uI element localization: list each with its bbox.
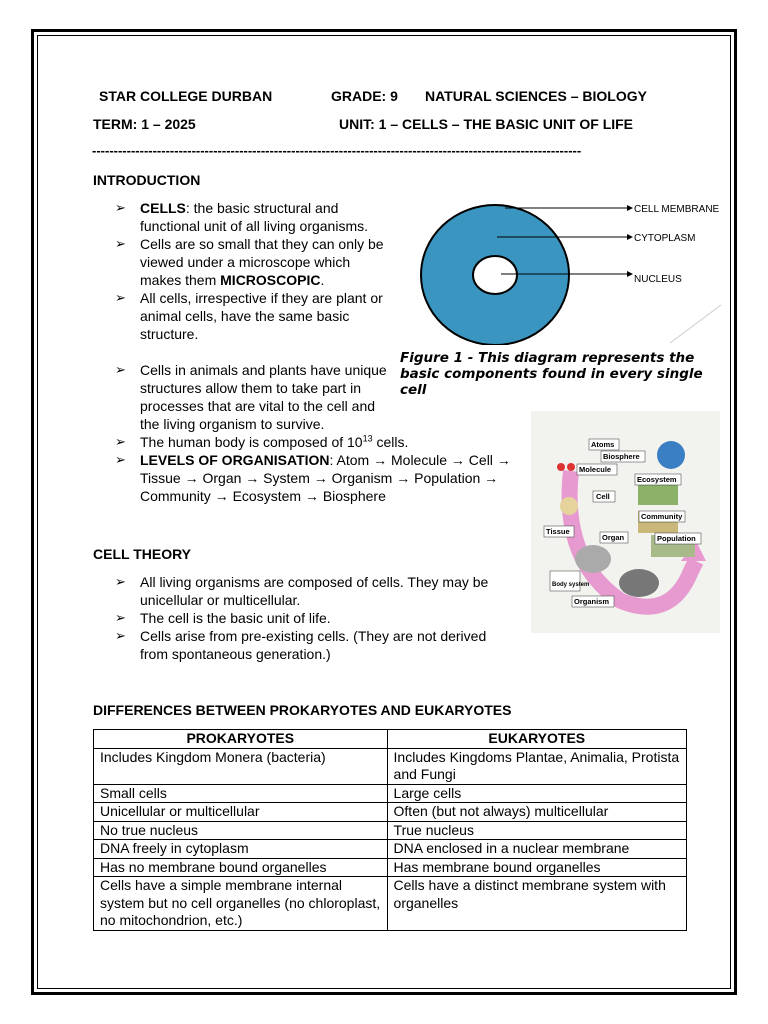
introduction-list-cont <box>93 361 393 433</box>
arrow-bullet-icon: ➢ <box>115 574 126 589</box>
eukaryote-cell: True nucleus <box>387 821 686 840</box>
nucleus-shape <box>473 256 517 294</box>
school-name: STAR COLLEGE DURBAN <box>99 88 273 104</box>
eukaryote-cell: DNA enclosed in a nuclear membrane <box>387 840 686 859</box>
table-row <box>94 858 687 877</box>
ecosystem-picture <box>638 483 678 505</box>
arrowhead-icon <box>627 205 633 211</box>
term: TERM: 1 – 2025 <box>93 116 196 132</box>
arrow-bullet-icon: ➢ <box>115 362 126 377</box>
table-row <box>94 877 687 931</box>
prokaryote-cell: DNA freely in cytoplasm <box>94 840 388 859</box>
table-header-row <box>94 730 687 749</box>
eukaryote-cell: Cells have a distinct membrane system with organelles <box>387 877 686 931</box>
list-item: ➢ CELLS: the basic structural and functional unit of all living organisms. <box>115 200 369 234</box>
arrowhead-icon <box>627 271 633 277</box>
globe-icon <box>657 441 685 469</box>
cell-icon <box>560 497 578 515</box>
prokaryote-cell: Small cells <box>94 784 388 803</box>
label-community: Community <box>641 512 683 521</box>
list-item: ➢ All living organisms are composed of cells. They may be unicellular or multicellular. <box>115 574 489 608</box>
table-row <box>94 748 687 784</box>
list-item: ➢ Cells arise from pre-existing cells. (They are not derived from spontaneous generation.) <box>115 628 487 662</box>
label-cytoplasm: CYTOPLASM <box>634 233 696 244</box>
molecule-icon <box>557 463 565 471</box>
arrow-bullet-icon: ➢ <box>115 434 126 449</box>
label-cell-membrane: CELL MEMBRANE <box>634 204 720 215</box>
cell-diagram <box>405 195 725 345</box>
prokaryote-cell: No true nucleus <box>94 821 388 840</box>
table-row <box>94 840 687 859</box>
label-atoms: Atoms <box>591 440 615 449</box>
arrow-bullet-icon: ➢ <box>115 236 126 251</box>
table-row <box>94 803 687 822</box>
arrow-bullet-icon: ➢ <box>115 610 126 625</box>
table-row <box>94 784 687 803</box>
prokaryote-cell: Unicellular or multicellular <box>94 803 388 822</box>
header-divider: ----------------------------------------------------------------------------------------------------------------- <box>92 143 582 158</box>
arrowhead-icon <box>627 234 633 240</box>
eukaryote-cell: Has membrane bound organelles <box>387 858 686 877</box>
arrow-bullet-icon: ➢ <box>115 628 126 643</box>
label-nucleus: NUCLEUS <box>634 274 682 285</box>
label-body-system: Body system <box>552 582 590 588</box>
comparison-table <box>93 729 687 931</box>
molecule-icon <box>567 463 575 471</box>
subject: NATURAL SCIENCES – BIOLOGY <box>425 88 647 104</box>
arrow-bullet-icon: ➢ <box>115 452 126 467</box>
arrow-bullet-icon: ➢ <box>115 290 126 305</box>
grade: GRADE: 9 <box>331 88 398 104</box>
levels-of-organisation-figure <box>531 411 720 633</box>
elephant-icon <box>575 545 611 573</box>
column-header-eukaryotes: EUKARYOTES <box>387 730 686 749</box>
cell-theory-heading: CELL THEORY <box>93 546 192 562</box>
label-molecule: Molecule <box>579 465 612 474</box>
unit-title: UNIT: 1 – CELLS – THE BASIC UNIT OF LIFE <box>339 116 634 132</box>
prokaryote-cell: Has no membrane bound organelles <box>94 858 388 877</box>
prokaryote-cell: Cells have a simple membrane internal system but no cell organelles (no chloroplast, no mitochondrion, etc.) <box>94 877 388 931</box>
eukaryote-cell: Large cells <box>387 784 686 803</box>
prokaryote-cell: Includes Kingdom Monera (bacteria) <box>94 748 388 784</box>
arrow-bullet-icon: ➢ <box>115 200 126 215</box>
list-item: ➢ LEVELS OF ORGANISATION: Atom → Molecule → Cell → Tissue → Organ → System → Organism → Population → Community → Ecosystem → Biosphere <box>115 452 511 504</box>
table-row <box>94 821 687 840</box>
label-ecosystem: Ecosystem <box>637 475 677 484</box>
introduction-list-end <box>93 433 523 505</box>
cell-theory-list <box>93 573 513 663</box>
label-organism: Organism <box>574 597 610 606</box>
label-organ: Organ <box>602 533 625 542</box>
introduction-heading: INTRODUCTION <box>93 172 201 188</box>
list-item: ➢ The human body is composed of $10^{13}$ cells. <box>115 433 409 450</box>
label-cell: Cell <box>596 492 610 501</box>
label-population: Population <box>657 534 696 543</box>
label-biosphere: Biosphere <box>603 452 640 461</box>
differences-heading: DIFFERENCES BETWEEN PROKARYOTES AND EUKARYOTES <box>93 702 512 718</box>
eukaryote-cell: Includes Kingdoms Plantae, Animalia, Protista and Fungi <box>387 748 686 784</box>
eukaryote-cell: Often (but not always) multicellular <box>387 803 686 822</box>
list-item: ➢ Cells are so small that they can only be viewed under a microscope which makes them MICROSCOPIC. <box>115 236 384 288</box>
label-tissue: Tissue <box>546 527 570 536</box>
decorative-line <box>670 305 721 343</box>
list-item: ➢ All cells, irrespective if they are plant or animal cells, have the same basic structure. <box>115 290 383 342</box>
figure-caption: Figure 1 - This diagram represents the basic components found in every single cell <box>400 350 703 398</box>
list-item: ➢ The cell is the basic unit of life. <box>115 610 331 626</box>
introduction-list <box>93 199 393 343</box>
elephant-icon <box>619 569 659 597</box>
column-header-prokaryotes: PROKARYOTES <box>94 730 388 749</box>
list-item: ➢ Cells in animals and plants have unique structures allow them to take part in processes that are vital to the cell and the living organism to survive. <box>115 362 387 432</box>
